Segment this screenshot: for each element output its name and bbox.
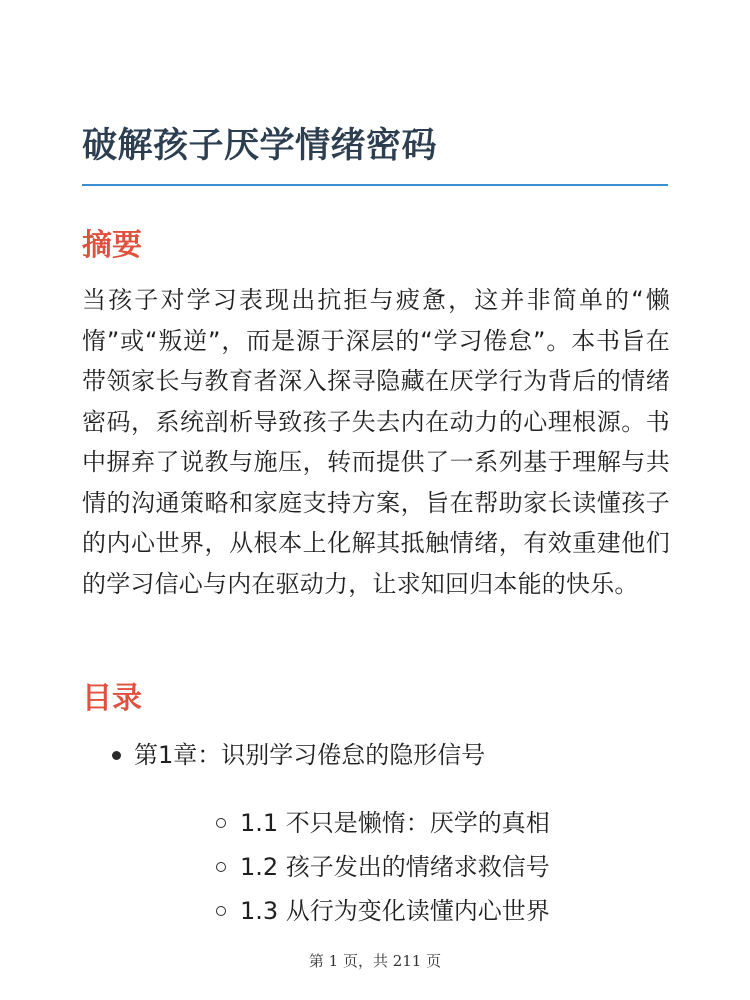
toc-heading: 目录 <box>82 681 142 716</box>
hollow-bullet-icon <box>216 906 226 916</box>
toc-section[interactable] <box>134 847 670 887</box>
title-divider <box>82 184 668 186</box>
page-number-footer: 第 1 页，共 211 页 <box>308 952 442 970</box>
section-label: 1.3 从行为变化读懂内心世界 <box>240 897 550 925</box>
filled-bullet-icon <box>112 751 121 760</box>
hollow-bullet-icon <box>216 862 226 872</box>
hollow-bullet-icon <box>216 818 226 828</box>
toc-chapter[interactable] <box>82 735 670 931</box>
chapter-label: 第1章：识别学习倦怠的隐形信号 <box>134 741 486 769</box>
document-title: 破解孩子厌学情绪密码 <box>82 126 438 166</box>
toc-section[interactable] <box>134 891 670 931</box>
toc-section[interactable] <box>134 803 670 843</box>
section-label: 1.1 不只是懒惰：厌学的真相 <box>240 809 550 837</box>
section-label: 1.2 孩子发出的情绪求救信号 <box>240 853 550 881</box>
abstract-heading: 摘要 <box>82 228 142 263</box>
table-of-contents <box>82 735 670 935</box>
toc-section-list <box>134 803 670 931</box>
abstract-body: 当孩子对学习表现出抗拒与疲惫，这并非简单的“懒惰”或“叛逆”，而是源于深层的“学习倦怠”。本书旨在带领家长与教育者深入探寻隐藏在厌学行为背后的情绪密码，系统剖析导致孩子失去内在动力的心理根源。书中摒弃了说教与施压，转而提供了一系列基于理解与共情的沟通策略和家庭支持方案，旨在帮助家长读懂孩子的内心世界，从根本上化解其抵触情绪，有效重建他们的学习信心与内在驱动力，让求知回归本能的快乐。 <box>82 286 670 598</box>
